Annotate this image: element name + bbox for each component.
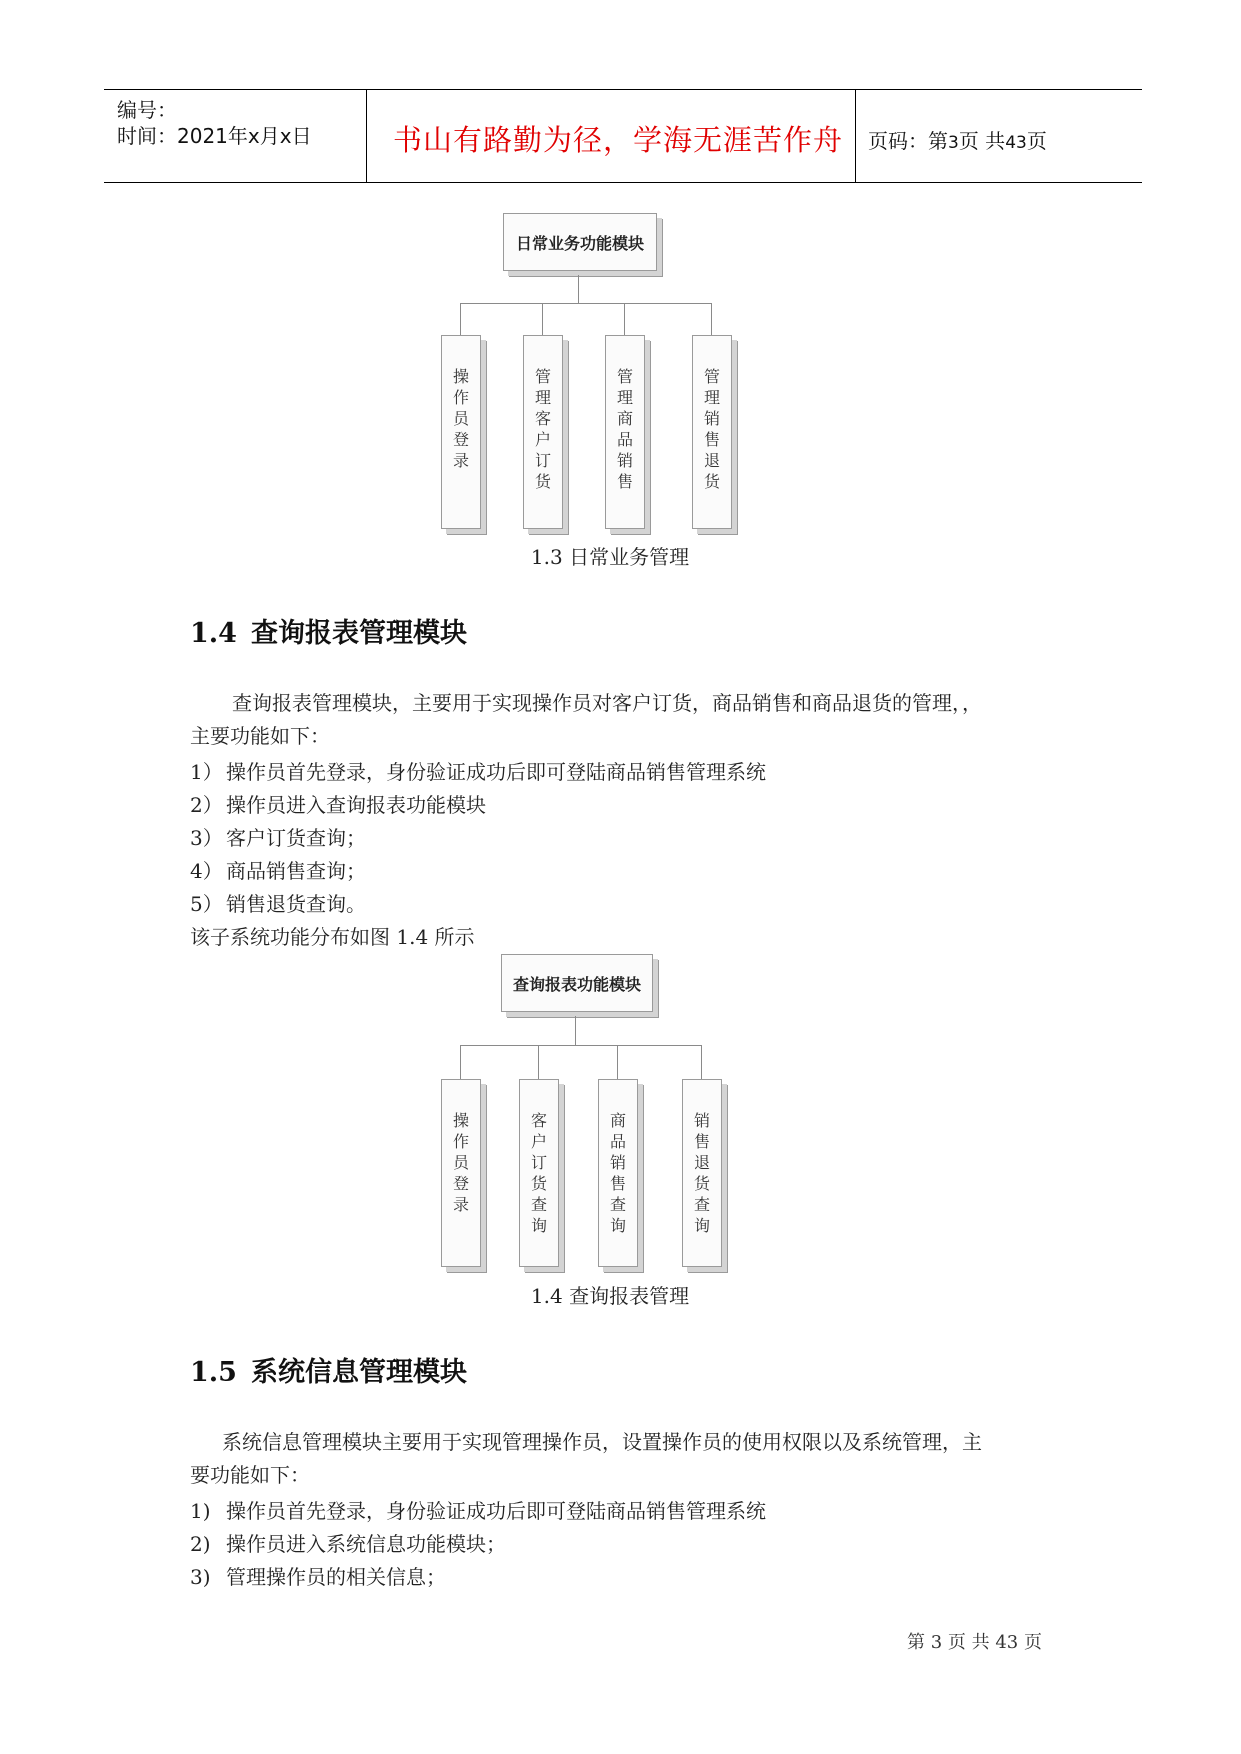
diagram2-drop-3 [617,1045,618,1079]
document-time: 时间：2021年x月x日 [117,124,312,148]
diagram2-drop-1 [460,1045,461,1079]
item-number: 2） [190,793,223,817]
section-1-4-item-2 [190,789,486,818]
diagram2-stem [575,1016,576,1045]
diagram1-leaf-operator-login [441,335,481,529]
item-text: 操作员进入查询报表功能模块 [226,793,486,817]
diagram2-leaf-product-sales-query [598,1079,638,1267]
section-1-5-item-2 [190,1528,506,1557]
diagram2-bus [460,1045,702,1046]
header-divider-left [366,90,367,183]
diagram2-drop-4 [701,1045,702,1079]
page-prefix: 页码：第 [868,129,948,153]
diagram1-drop-2 [542,303,543,335]
item-text: 操作员首先登录，身份验证成功后即可登陆商品销售管理系统 [226,1499,766,1523]
document-number-label: 编号： [117,98,177,122]
diagram1-leaf-sales-returns [692,335,732,529]
page-current: 3 [948,133,959,153]
header-page-info [868,125,1047,154]
section-1-4-item-5 [190,888,366,917]
item-number: 5） [190,892,223,916]
item-text: 客户订货查询； [226,826,366,850]
item-text: 操作员首先登录，身份验证成功后即可登陆商品销售管理系统 [226,760,766,784]
section-1-5-item-3 [190,1561,446,1590]
header-bottom-rule [104,182,1142,183]
item-text: 操作员进入系统信息功能模块； [226,1532,506,1556]
diagram2-leaf-operator-login [441,1079,481,1267]
diagram1-drop-4 [711,303,712,335]
diagram2-top-box [501,954,653,1012]
section-1-4-intro-line2: 主要功能如下： [190,724,330,748]
diagram1-leaf-1-label: 操作员登录 [453,367,470,470]
section-1-4-item-4 [190,855,366,884]
page-total: 43 [1005,133,1027,153]
diagram2-leaf-sales-return-query [682,1079,722,1267]
diagram1-leaf-2-label: 管理客户订货 [535,367,552,491]
diagram1-leaf-customer-orders [523,335,563,529]
diagram2-leaf-1-label: 操作员登录 [453,1111,470,1214]
item-text: 管理操作员的相关信息； [226,1565,446,1589]
section-1-5-number: 1.5 [190,1357,237,1388]
diagram1-top-label: 日常业务功能模块 [515,233,644,253]
diagram1-leaf-3-label: 管理商品销售 [617,367,634,491]
diagram1-stem [578,275,579,303]
item-number: 3） [190,826,223,850]
diagram1-drop-3 [624,303,625,335]
page-suffix: 页 [1026,129,1047,153]
section-1-5-intro-line1: 系统信息管理模块主要用于实现管理操作员，设置操作员的使用权限以及系统管理，主 [222,1430,982,1454]
diagram1-leaf-product-sales [605,335,645,529]
figure-1-3-caption: 1.3 日常业务管理 [530,545,690,569]
section-1-5-title: 系统信息管理模块 [250,1357,467,1388]
section-1-5-heading [190,1350,467,1389]
item-number: 2) [190,1532,211,1556]
diagram1-top-box [503,213,657,271]
section-1-4-intro-line1: 查询报表管理模块，主要用于实现操作员对客户订货，商品销售和商品退货的管理，， [232,691,982,715]
header-divider-right [855,90,856,183]
page-footer: 第 3 页 共 43 页 [907,1632,1042,1653]
diagram2-drop-2 [538,1045,539,1079]
item-number: 4） [190,859,223,883]
section-1-5-item-1 [190,1495,766,1524]
figure-1-4-caption: 1.4 查询报表管理 [530,1284,690,1308]
diagram1-leaf-4-label: 管理销售退货 [704,367,721,491]
item-number: 1） [190,760,223,784]
section-1-5-intro-line2: 要功能如下： [190,1463,310,1487]
diagram2-leaf-customer-order-query [519,1079,559,1267]
diagram2-leaf-3-label: 商品销售查询 [610,1111,627,1235]
diagram2-leaf-2-label: 客户订货查询 [531,1111,548,1235]
section-1-4-item-1 [190,756,766,785]
header-top-rule [104,89,1142,90]
section-1-4-item-3 [190,822,366,851]
item-number: 3) [190,1565,211,1589]
diagram1-drop-1 [460,303,461,335]
item-number: 1) [190,1499,211,1523]
item-text: 商品销售查询； [226,859,366,883]
diagram1-bus [460,303,712,304]
page-mid: 页 共 [958,129,1006,153]
section-1-4-heading [190,611,467,650]
section-1-4-number: 1.4 [190,618,237,649]
header-motto: 书山有路勤为径，学海无涯苦作舟 [393,123,844,157]
item-text: 销售退货查询。 [226,892,366,916]
section-1-4-title: 查询报表管理模块 [250,618,467,649]
section-1-4-figure-reference: 该子系统功能分布如图 1.4 所示 [190,925,475,949]
diagram2-top-label: 查询报表功能模块 [512,974,641,994]
diagram2-leaf-4-label: 销售退货查询 [694,1111,711,1235]
